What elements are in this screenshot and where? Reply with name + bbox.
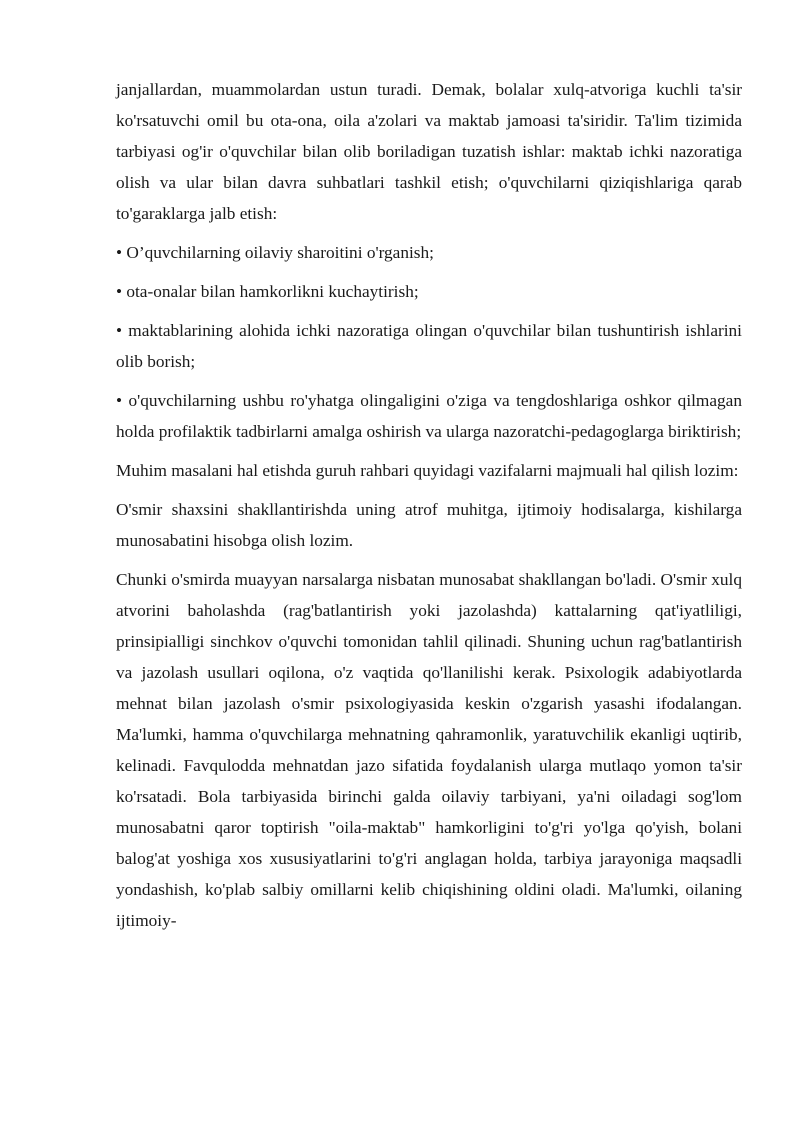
bullet-item-family-conditions: • O’quvchilarning oilaviy sharoitini o'rganish; <box>116 243 434 262</box>
bullet-item-preventive-measures: • o'quvchilarning ushbu ro'yhatga olingaligini o'ziga va tengdoshlariga oshkor qilmagan holda profilaktik tadbirlarni amalga oshirish va ularga nazoratchi-pedagoglarga biriktirish; <box>116 391 742 441</box>
bullet-item-explanatory-work: • maktablarining alohida ichki nazoratiga olingan o'quvchilar bilan tushuntirish ishlarini olib borish; <box>116 321 742 371</box>
paragraph-adolescent-personality: O'smir shaxsini shakllantirishda uning atrof muhitga, ijtimoiy hodisalarga, kishilarga munosabatini hisobga olish lozim. <box>116 500 742 550</box>
document-body <box>116 74 742 944</box>
paragraph-main-body: Chunki o'smirda muayyan narsalarga nisbatan munosabat shakllangan bo'ladi. O'smir xulq atvorini baholashda (rag'batlantirish yoki jazolashda) kattalarning qat'iyatliligi, prinsipialligi sinchkov o'quvchi tomonidan tahlil qilinadi. Shuning uchun rag'batlantirish va jazolash usullari oqilona, o'z vaqtida qo'llanilishi kerak. Psixologik adabiyotlarda mehnat bilan jazolash o'smir psixologiyasida keskin o'zgarish yasashi ifodalangan. Ma'lumki, hamma o'quvchilarga mehnatning qahramonlik, yaratuvchilik ekanligi uqtirib, kelinadi. Favqulodda mehnatdan jazo sifatida foydalanish ularga mutlaqo yomon ta'sir ko'rsatadi. Bola tarbiyasida birinchi galda oilaviy tarbiyani, ya'ni oiladagi sog'lom munosabatni qaror toptirish "oila-maktab" hamkorligini to'g'ri yo'lga qo'yish, bolani balog'at yoshiga xos xususiyatlarini to'g'ri anglagan holda, tarbiya jarayoniga maqsadli yondashish, ko'plab salbiy omillarni kelib chiqishining oldini oladi. Ma'lumki, oilaning ijtimoiy- <box>116 570 742 930</box>
paragraph-tasks: Muhim masalani hal etishda guruh rahbari quyidagi vazifalarni majmuali hal qilish lozim: <box>116 461 739 480</box>
bullet-item-parent-cooperation: • ota-onalar bilan hamkorlikni kuchaytirish; <box>116 282 419 301</box>
paragraph-intro: janjallardan, muammolardan ustun turadi. Demak, bolalar xulq-atvoriga kuchli ta'sir ko'rsatuvchi omil bu ota-ona, oila a'zolari va maktab jamoasi ta'siridir. Ta'lim tizimida tarbiyasi og'ir o'quvchilar bilan olib boriladigan tuzatish ishlar: maktab ichki nazoratiga olish va ular bilan davra suhbatlari tashkil etish; o'quvchilarni qiziqishlariga qarab to'garaklarga jalb etish: <box>116 80 742 223</box>
